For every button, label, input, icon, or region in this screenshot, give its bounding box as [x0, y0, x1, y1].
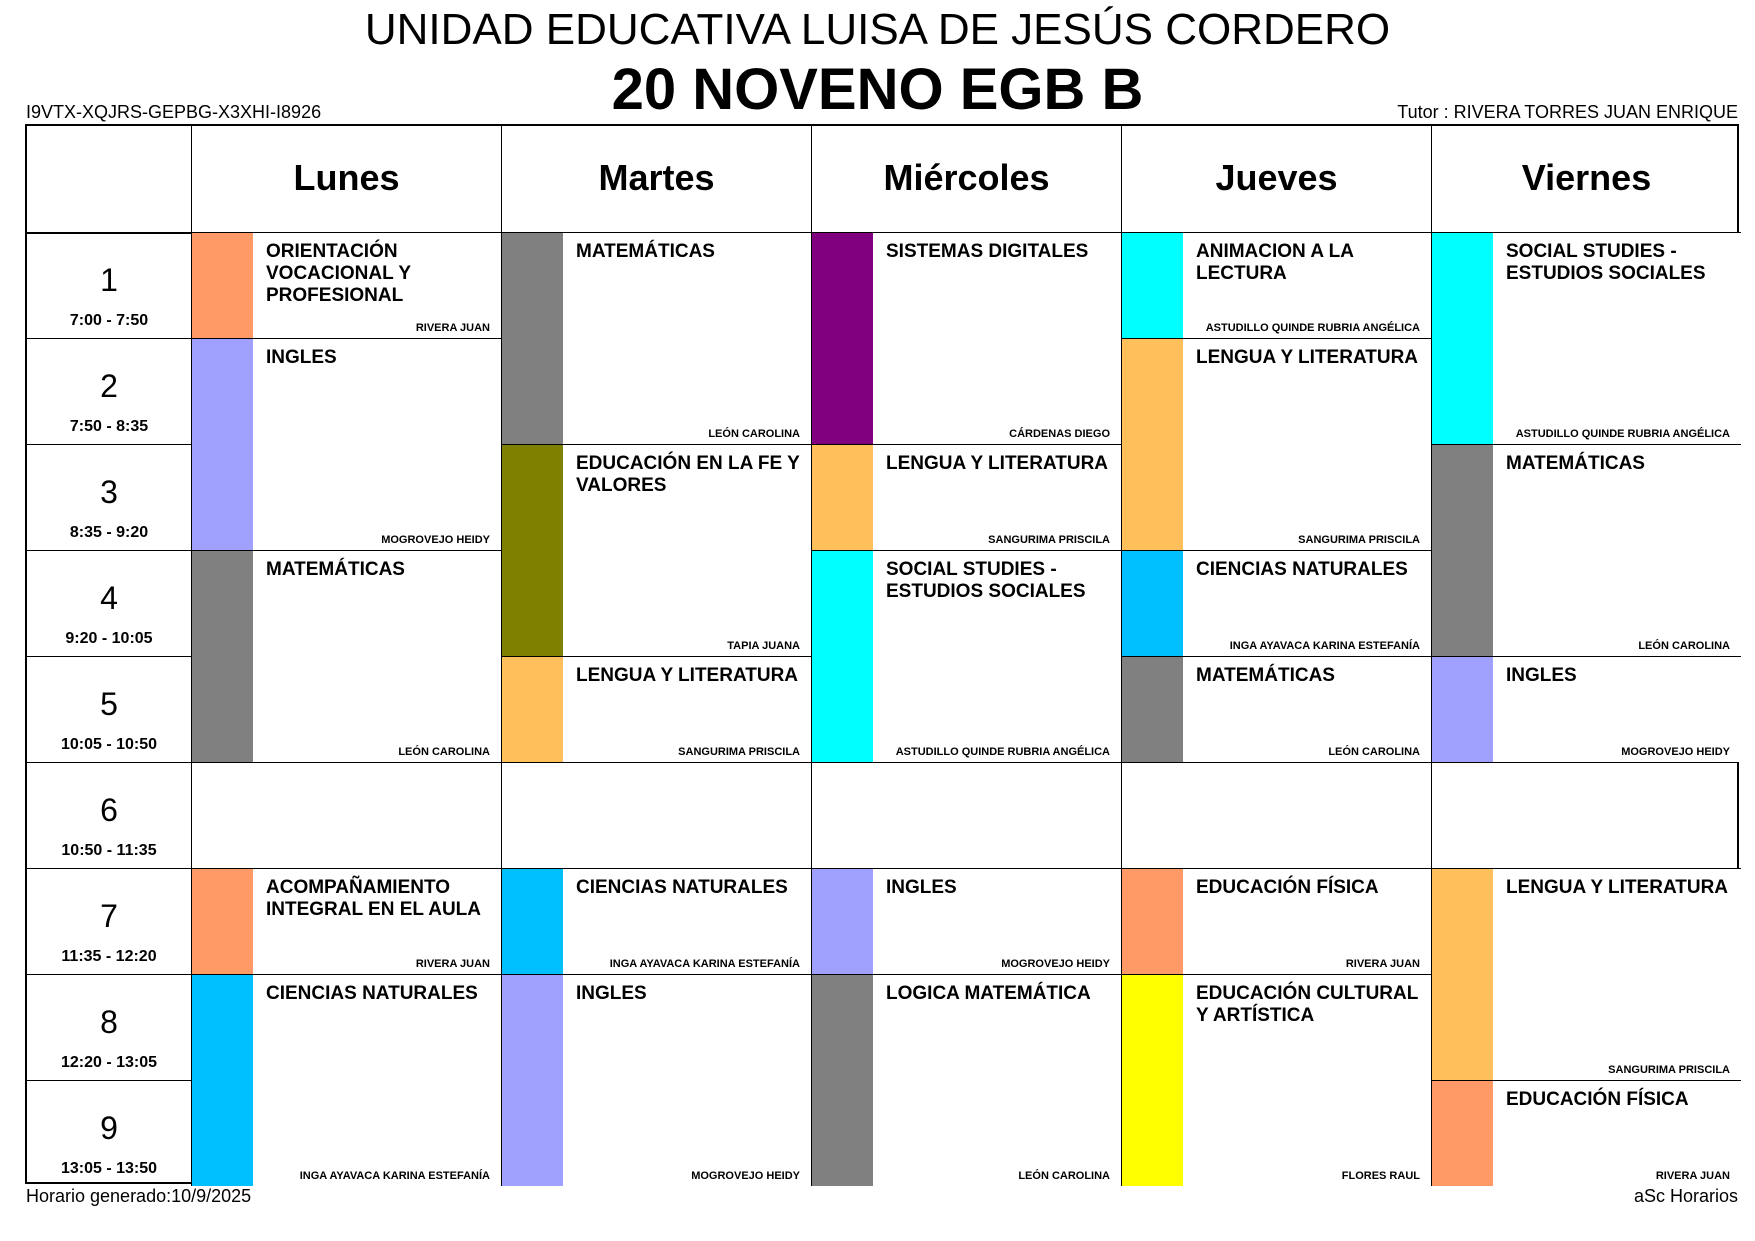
subject-color-bar — [1122, 339, 1183, 550]
subject-color-bar — [1432, 869, 1493, 1080]
lesson-card[interactable] — [1432, 232, 1741, 444]
lesson-subject: EDUCACIÓN CULTURAL Y ARTÍSTICA — [1196, 983, 1419, 1026]
day-header-1: Martes — [501, 126, 811, 232]
subject-color-bar — [192, 339, 253, 550]
lesson-subject: ANIMACION A LA LECTURA — [1196, 241, 1354, 284]
subject-color-bar — [1122, 551, 1183, 656]
period-time: 13:05 - 13:50 — [60, 1160, 158, 1177]
lesson-subject: EDUCACIÓN FÍSICA — [1506, 1089, 1689, 1110]
subject-color-bar — [812, 445, 873, 550]
lesson-subject: LENGUA Y LITERATURA — [1196, 347, 1419, 368]
lesson-subject: INGLES — [1506, 665, 1577, 686]
lesson-subject: SOCIAL STUDIES - ESTUDIOS SOCIALES — [1506, 241, 1706, 284]
period-number: 2 — [100, 368, 118, 404]
lesson-subject: INGLES — [886, 877, 957, 898]
lesson-teacher: LEÓN CAROLINA — [1018, 1170, 1110, 1182]
software-brand: aSc Horarios — [1633, 1186, 1738, 1206]
subject-color-bar — [1122, 975, 1183, 1186]
subject-color-bar — [502, 869, 563, 974]
lesson-subject: MATEMÁTICAS — [576, 241, 715, 262]
lesson-card[interactable] — [1432, 444, 1741, 656]
period-time: 11:35 - 12:20 — [61, 948, 157, 965]
lesson-teacher: MOGROVEJO HEIDY — [1001, 958, 1110, 970]
lesson-card[interactable] — [1122, 656, 1431, 762]
lesson-teacher: INGA AYAVACA KARINA ESTEFANÍA — [609, 958, 800, 970]
lesson-subject: SOCIAL STUDIES - ESTUDIOS SOCIALES — [886, 559, 1086, 602]
lesson-teacher: RIVERA JUAN — [415, 322, 490, 334]
lesson-teacher: INGA AYAVACA KARINA ESTEFANÍA — [299, 1170, 490, 1182]
period-time: 7:00 - 7:50 — [69, 312, 149, 329]
lesson-teacher: LEÓN CAROLINA — [1328, 746, 1420, 758]
lesson-subject: LOGICA MATEMÁTICA — [886, 983, 1091, 1004]
lesson-teacher: TAPIA JUANA — [727, 640, 800, 652]
lesson-card[interactable] — [1122, 974, 1431, 1186]
lesson-subject: LENGUA Y LITERATURA — [576, 665, 799, 686]
lesson-card[interactable] — [812, 550, 1121, 762]
lesson-subject: LENGUA Y LITERATURA — [1506, 877, 1729, 898]
period-time: 12:20 - 13:05 — [60, 1054, 158, 1071]
period-number: 7 — [100, 898, 118, 934]
lesson-subject: MATEMÁTICAS — [1196, 665, 1335, 686]
day-header-2: Miércoles — [811, 126, 1121, 232]
lesson-card[interactable] — [502, 868, 811, 974]
subject-color-bar — [192, 975, 253, 1186]
lesson-teacher: MOGROVEJO HEIDY — [381, 534, 490, 546]
lesson-teacher: ASTUDILLO QUINDE RUBRIA ANGÉLICA — [895, 746, 1110, 758]
lesson-card[interactable] — [1432, 656, 1741, 762]
lesson-teacher: SANGURIMA PRISCILA — [1298, 534, 1420, 546]
subject-color-bar — [1432, 233, 1493, 444]
lesson-card[interactable] — [1122, 868, 1431, 974]
lesson-teacher: MOGROVEJO HEIDY — [1621, 746, 1730, 758]
lesson-teacher: MOGROVEJO HEIDY — [691, 1170, 800, 1182]
period-time: 7:50 - 8:35 — [69, 418, 149, 435]
period-number: 1 — [100, 262, 118, 298]
lesson-teacher: LEÓN CAROLINA — [398, 746, 490, 758]
lesson-card[interactable] — [502, 444, 811, 656]
lesson-subject: INGLES — [576, 983, 647, 1004]
lesson-card[interactable] — [192, 232, 501, 338]
day-header-0: Lunes — [191, 126, 501, 232]
period-time: 10:50 - 11:35 — [61, 842, 157, 859]
subject-color-bar — [1432, 445, 1493, 656]
subject-color-bar — [502, 975, 563, 1186]
lesson-subject: MATEMÁTICAS — [1506, 453, 1645, 474]
lesson-card[interactable] — [812, 444, 1121, 550]
period-number: 4 — [100, 580, 118, 616]
subject-color-bar — [1122, 869, 1183, 974]
lesson-card[interactable] — [192, 868, 501, 974]
subject-color-bar — [192, 551, 253, 762]
tutor-label: Tutor : RIVERA TORRES JUAN ENRIQUE — [1397, 102, 1738, 122]
lesson-subject: INGLES — [266, 347, 337, 368]
day-header-3: Jueves — [1121, 126, 1431, 232]
subject-color-bar — [192, 233, 253, 338]
lesson-subject: EDUCACIÓN EN LA FE Y VALORES — [576, 453, 800, 496]
lesson-teacher: ASTUDILLO QUINDE RUBRIA ANGÉLICA — [1515, 428, 1730, 440]
day-header-4: Viernes — [1431, 126, 1741, 232]
subject-color-bar — [812, 233, 873, 444]
lesson-teacher: SANGURIMA PRISCILA — [988, 534, 1110, 546]
lesson-card[interactable] — [192, 550, 501, 762]
lesson-subject: MATEMÁTICAS — [266, 559, 405, 580]
subject-color-bar — [1432, 1081, 1493, 1186]
lesson-card[interactable] — [502, 974, 811, 1186]
lesson-teacher: RIVERA JUAN — [1345, 958, 1420, 970]
subject-color-bar — [502, 445, 563, 656]
lesson-teacher: LEÓN CAROLINA — [1638, 640, 1730, 652]
timetable-grid — [25, 124, 1739, 1184]
school-name: UNIDAD EDUCATIVA LUISA DE JESÚS CORDERO — [364, 5, 1391, 54]
lesson-card[interactable] — [502, 232, 811, 444]
row-divider — [27, 762, 1737, 763]
lesson-card[interactable] — [192, 338, 501, 550]
subject-color-bar — [812, 975, 873, 1186]
lesson-subject: CIENCIAS NATURALES — [1196, 559, 1408, 580]
subject-color-bar — [1122, 657, 1183, 762]
lesson-card[interactable] — [1432, 1080, 1741, 1186]
period-number: 6 — [100, 792, 118, 828]
lesson-teacher: LEÓN CAROLINA — [708, 428, 800, 440]
lesson-teacher: ASTUDILLO QUINDE RUBRIA ANGÉLICA — [1205, 322, 1420, 334]
lesson-subject: CIENCIAS NATURALES — [266, 983, 478, 1004]
lesson-teacher: SANGURIMA PRISCILA — [1608, 1064, 1730, 1076]
lesson-subject: SISTEMAS DIGITALES — [886, 241, 1089, 262]
lesson-card[interactable] — [1432, 868, 1741, 1080]
period-time: 8:35 - 9:20 — [69, 524, 149, 541]
lesson-card[interactable] — [192, 974, 501, 1186]
period-number: 8 — [100, 1004, 118, 1040]
subject-color-bar — [192, 869, 253, 974]
lesson-subject: ACOMPAÑAMIENTO INTEGRAL EN EL AULA — [266, 877, 481, 920]
period-number: 3 — [100, 474, 118, 510]
lesson-card[interactable] — [1122, 550, 1431, 656]
lesson-teacher: INGA AYAVACA KARINA ESTEFANÍA — [1229, 640, 1420, 652]
timetable-code: I9VTX-XQJRS-GEPBG-X3XHI-I8926 — [26, 102, 322, 122]
lesson-teacher: CÁRDENAS DIEGO — [1009, 428, 1110, 440]
lesson-card[interactable] — [812, 232, 1121, 444]
lesson-subject: CIENCIAS NATURALES — [576, 877, 788, 898]
lesson-card[interactable] — [1122, 338, 1431, 550]
subject-color-bar — [812, 869, 873, 974]
lesson-card[interactable] — [1122, 232, 1431, 338]
lesson-subject: EDUCACIÓN FÍSICA — [1196, 877, 1379, 898]
subject-color-bar — [1432, 657, 1493, 762]
lesson-subject: ORIENTACIÓN VOCACIONAL Y PROFESIONAL — [266, 241, 411, 306]
subject-color-bar — [1122, 233, 1183, 338]
subject-color-bar — [812, 551, 873, 762]
subject-color-bar — [502, 657, 563, 762]
period-number: 9 — [100, 1110, 118, 1146]
lesson-card[interactable] — [502, 656, 811, 762]
period-time: 10:05 - 10:50 — [60, 736, 158, 753]
lesson-teacher: SANGURIMA PRISCILA — [678, 746, 800, 758]
lesson-teacher: RIVERA JUAN — [1655, 1170, 1730, 1182]
lesson-teacher: RIVERA JUAN — [415, 958, 490, 970]
lesson-card[interactable] — [812, 974, 1121, 1186]
lesson-card[interactable] — [812, 868, 1121, 974]
lesson-subject: LENGUA Y LITERATURA — [886, 453, 1109, 474]
period-number: 5 — [100, 686, 118, 722]
generated-date: Horario generado:10/9/2025 — [26, 1186, 252, 1206]
lesson-teacher: FLORES RAUL — [1341, 1170, 1420, 1182]
class-title: 20 NOVENO EGB B — [611, 57, 1144, 122]
subject-color-bar — [502, 233, 563, 444]
period-time: 9:20 - 10:05 — [65, 630, 153, 647]
